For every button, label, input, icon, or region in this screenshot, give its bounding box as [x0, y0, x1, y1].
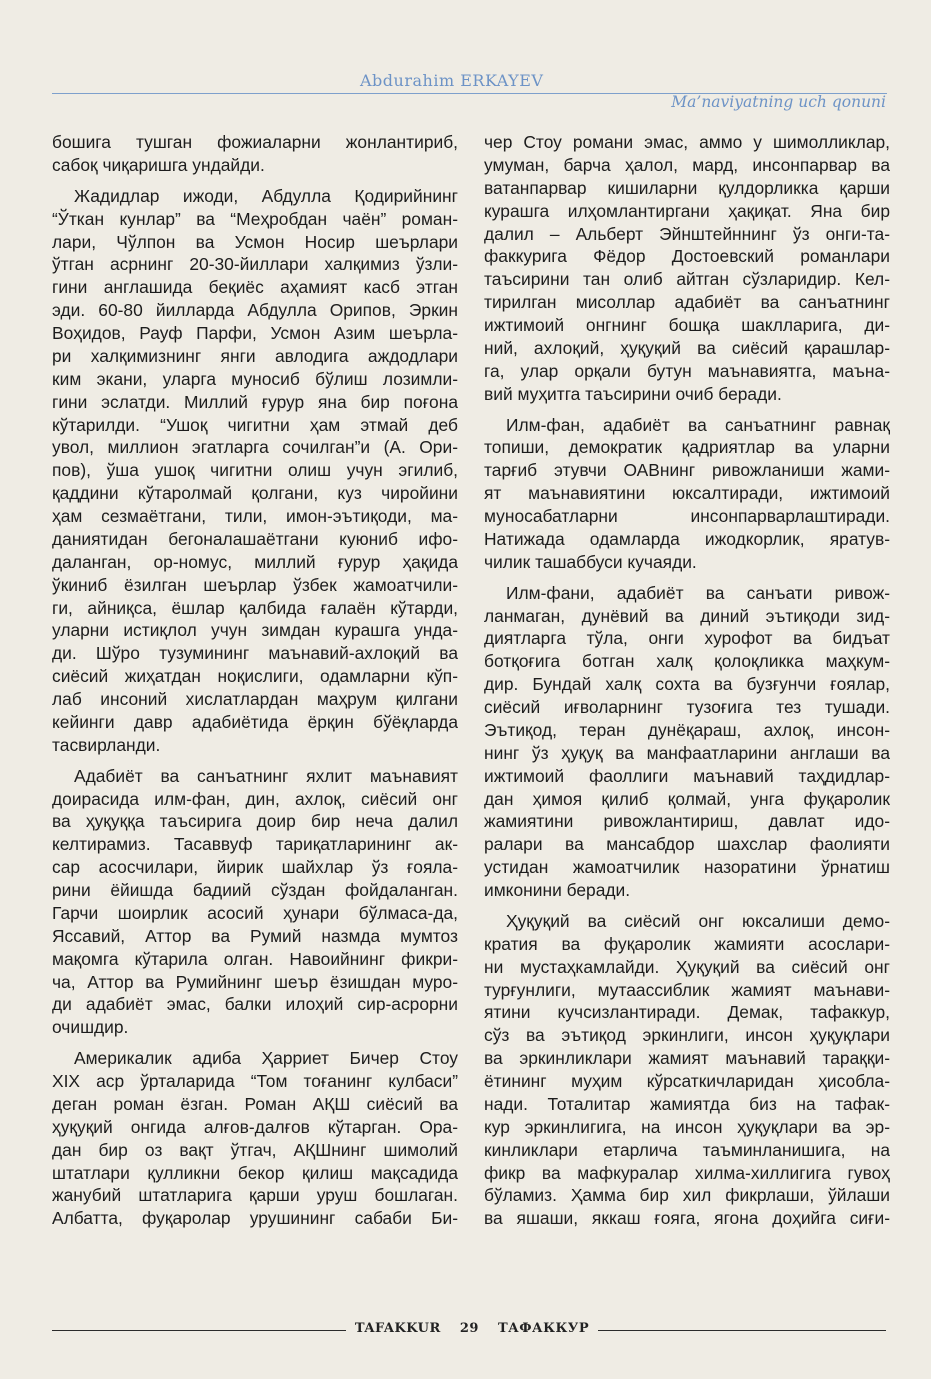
- text-line: Воҳидов, Рауф Парфи, Усмон Азим шеърла-: [52, 323, 458, 343]
- text-line: ўтган асрнинг 20-30-йиллари халқимиз ўзли-: [52, 254, 458, 275]
- text-line: топиши, демократик қадриятлар ва уларни: [484, 437, 890, 458]
- text-line: ланмаган, дунёвий ва диний эътиқоди зид-: [484, 605, 890, 626]
- text-line: жанубий штатларига қарши уруш бошлаган.: [52, 1185, 458, 1206]
- text-line: кейинги давр адабиётида ёрқин бўёқларда: [52, 711, 458, 732]
- text-line: диятларга тўла, онги хурофот ва бидъат: [484, 628, 890, 649]
- text-line: Америкалик адиба Ҳарриет Бичер Стоу: [74, 1048, 458, 1069]
- text-line: гини эслатди. Миллий ғурур яна бир поғона: [52, 391, 458, 412]
- text-line: ётининг муҳим кўрсаткичларидан ҳисобла-: [484, 1071, 890, 1091]
- text-line: фикр ва мафкуралар хилма-хиллигига гувоҳ: [484, 1162, 890, 1183]
- text-line: ва ҳуқуққа таъсирига доир бир неча далил: [52, 811, 458, 832]
- text-line: Яссавий, Аттор ва Румий назмда мумтоз: [52, 925, 458, 946]
- text-line: ятини кучсизлантиради. Демак, тафаккур,: [484, 1002, 890, 1023]
- text-line: ни мустаҳкамлайди. Ҳуқуқий ва сиёсий онг: [484, 956, 890, 977]
- text-line: кур эркинлигига, на инсон ҳуқуқлари ва эр-: [484, 1116, 890, 1137]
- text-line: сиёсий жиҳатдан ноқислиги, одамларни кўп-: [52, 666, 458, 687]
- text-line: очишдир.: [52, 1017, 129, 1038]
- text-line: рини ёйишда бадиий сўздан фойдаланган.: [52, 880, 458, 900]
- text-line: ри халқимизнинг янги авлодига аждодлари: [52, 345, 458, 366]
- text-line: Адабиёт ва санъатнинг яхлит маънавият: [74, 765, 458, 786]
- text-line: Албатта, фуқаролар урушининг сабаби Би-: [52, 1208, 458, 1229]
- text-line: вий муҳитга таъсирини очиб беради.: [484, 383, 782, 404]
- footer-rule-left: [52, 1330, 346, 1331]
- paragraph-gap: [484, 406, 890, 414]
- footer-rule-right: [598, 1330, 886, 1331]
- paragraph-gap: [52, 1039, 458, 1047]
- text-line: ижтимоий онгнинг бошқа шаклларига, ди-: [484, 315, 890, 335]
- paragraph-gap: [52, 757, 458, 765]
- text-line: қаддини кўтаролмай қолгани, куз чиройини: [52, 483, 458, 504]
- text-line: чер Стоу романи эмас, аммо у шимолликлар,: [484, 132, 890, 152]
- text-line: умуман, барча ҳалол, мард, инсонпарвар ва: [484, 154, 890, 175]
- left-text-column: [52, 131, 458, 1230]
- text-line: лари, Чўлпон ва Усмон Носир шеърлари: [52, 231, 458, 252]
- text-line: Илм-фан, адабиёт ва санъатнинг равнақ: [506, 414, 890, 435]
- text-line: тасвирланди.: [52, 734, 161, 755]
- text-line: бошига тушган фожиаларни жонлантириб,: [52, 132, 458, 152]
- text-line: ди. Шўро тузумининг маънавий-ахлоқий ва: [52, 643, 458, 664]
- text-line: пов), ўша ушоқ чигитни олиш учун эгилиб,: [52, 460, 458, 481]
- text-line: дир. Бундай халқ сохта ва бузғунчи ғоялар,: [484, 674, 890, 695]
- page-number: 29: [459, 1321, 479, 1336]
- text-line: ят маънавиятини юксалтиради, ижтимоий: [484, 483, 890, 504]
- text-line: бўламиз. Ҳамма бир хил фикрлаши, ўйлаши: [484, 1185, 890, 1206]
- text-line: ким экани, уларга муносиб бўлиш лозимли-: [52, 368, 458, 389]
- text-line: ҳам сезмаётгани, тили, имон-эътиқоди, ма-: [52, 506, 458, 526]
- text-line: сўз ва эътиқод эркинлиги, инсон ҳуқуқлари: [484, 1025, 890, 1046]
- text-line: Жадидлар ижоди, Абдулла Қодирийнинг: [74, 185, 458, 206]
- footer-journal-cyrillic: ТАФАККУР: [497, 1321, 590, 1336]
- text-line: увол, миллион эгатларга сочилган”и (А. Ори-: [52, 437, 458, 458]
- footer-label: [346, 1321, 598, 1336]
- text-line: га, улар орқали бутун маънавиятга, маъна-: [484, 360, 890, 381]
- text-line: ижтимоий фаоллиги маънавий таҳдидлар-: [484, 765, 890, 786]
- text-line: турғунлиги, мутаассиблик жамият маънави-: [484, 979, 890, 1000]
- text-line: сабоқ чиқаришга ундайди.: [52, 154, 265, 175]
- text-line: Гарчи шоирлик асосий ҳунари бўлмаса-да,: [52, 902, 458, 923]
- text-line: ний, ахлоқий, ҳуқуқий ва сиёсий қарашлар-: [484, 337, 890, 358]
- text-line: ги, айниқса, ёшлар қалбида ғалаён кўтарди,: [52, 597, 458, 618]
- footer-journal-latin: TAFAKKUR: [354, 1321, 441, 1336]
- page-footer: [0, 1321, 931, 1341]
- text-line: кўтарилди. “Ушоқ чигитни ҳам этмай деб: [52, 414, 458, 435]
- text-line: Ҳуқуқий ва сиёсий онг юксалиши демо-: [506, 910, 890, 931]
- text-line: доирасида илм-фан, дин, ахлоқ, сиёсий онг: [52, 788, 458, 809]
- text-line: дан ҳимоя қилиб қолмай, унга фуқаролик: [484, 788, 890, 809]
- text-line: Натижада одамларда ижодкорлик, яратув-: [484, 528, 890, 549]
- text-line: Эътиқод, теран дунёқараш, ахлоқ, инсон-: [484, 719, 890, 740]
- text-line: нинг ўз ҳуқуқ ва манфаатларини англаши ва: [484, 742, 890, 763]
- text-line: ўкиниб ёзилган шеърлар ўзбек жамоатчили-: [52, 574, 458, 595]
- text-line: штатлари қулликни бекор қилиш мақсадида: [52, 1162, 458, 1183]
- text-line: муносабатларни инсонпарварлаштиради.: [484, 506, 890, 526]
- text-line: сиёсий иғволарнинг тузоғига тез тушади.: [484, 697, 890, 717]
- text-line: кинликлари етарлича таъминланишига, на: [484, 1139, 890, 1160]
- text-line: ча, Аттор ва Румийнинг шеър ёзишдан муро-: [52, 971, 458, 992]
- text-line: ди адабиёт эмас, балки илоҳий сир-асрорни: [52, 994, 458, 1015]
- text-line: “Ўткан кунлар” ва “Меҳробдан чаён” роман-: [52, 208, 458, 229]
- text-line: имконини беради.: [484, 880, 631, 900]
- text-line: ралари ва мансабдор шахслар фаолияти: [484, 834, 890, 855]
- text-line: ватанпарвар кишиларни қулдорликка қарши: [484, 177, 890, 198]
- text-line: таъсирини тан олиб айтган сўзларидир. Кел-: [484, 269, 890, 290]
- text-line: устидан жамоатчилик назоратини ўрнатиш: [484, 857, 890, 878]
- paragraph-gap: [484, 902, 890, 910]
- text-line: далил – Альберт Эйнштейннинг ўз онги-та-: [484, 223, 890, 244]
- text-line: даланган, ор-номус, миллий ғурур ҳақида: [52, 551, 458, 572]
- text-line: ҳуқуқий онгида алғов-далғов кўтарган. Ора-: [52, 1116, 458, 1137]
- text-line: гини англашида беқиёс аҳамият касб этган: [52, 277, 458, 298]
- text-line: келтирамиз. Тасаввуф тариқатларининг ак-: [52, 834, 458, 855]
- running-header-author: Abdurahim ERKAYEV: [360, 71, 544, 90]
- text-line: сар асосчилари, йирик шайхлар ўз ғояла-: [52, 857, 458, 878]
- text-line: деган роман ёзган. Роман АҚШ сиёсий ва: [52, 1093, 458, 1114]
- text-line: лаб инсоний хислатлардан маҳрум қилгани: [52, 689, 458, 709]
- text-line: ва яшаши, яккаш ғояга, ягона доҳийга сиғи-: [484, 1208, 890, 1229]
- text-line: жамиятини ривожлантириш, давлат идо-: [484, 811, 890, 832]
- text-line: мақомга кўтарила олган. Навоийнинг фикри-: [52, 948, 458, 969]
- text-line: нади. Тоталитар жамиятда биз на тафак-: [484, 1093, 890, 1114]
- running-header-title: Ma’naviyatning uch qonuni: [671, 93, 886, 111]
- text-line: тарғиб этувчи ОАВнинг ривожланиши жами-: [484, 460, 890, 481]
- text-line: Илм-фани, адабиёт ва санъати ривож-: [506, 582, 890, 603]
- text-line: эди. 60-80 йилларда Абдулла Орипов, Эркин: [52, 300, 458, 321]
- text-line: факкурига Фёдор Достоевский романлари: [484, 246, 890, 267]
- text-line: курашга илҳомлантиргани ҳақиқат. Яна бир: [484, 200, 890, 221]
- paragraph-gap: [484, 574, 890, 582]
- right-text-column: [484, 131, 890, 1230]
- text-line: ботқоғига ботган халқ қолоқликка маҳкум-: [484, 651, 890, 672]
- text-line: чилик ташаббуси кучаяди.: [484, 551, 697, 572]
- text-line: тирилган мисоллар адабиёт ва санъатнинг: [484, 292, 890, 313]
- text-line: дан бир оз вақт ўтгач, АҚШнинг шимолий: [52, 1139, 458, 1160]
- text-line: кратия ва фуқаролик жамияти асослари-: [484, 933, 890, 954]
- text-line: XIX аср ўрталарида “Том тоғанинг кулбаси”: [52, 1071, 458, 1091]
- text-line: даниятидан бегоналашаётгани куюниб ифо-: [52, 528, 458, 549]
- text-line: ва эркинликлари жамият маънавий тараққи-: [484, 1048, 890, 1069]
- paragraph-gap: [52, 177, 458, 185]
- text-line: уларни истиқлол учун зимдан курашга унда-: [52, 620, 458, 641]
